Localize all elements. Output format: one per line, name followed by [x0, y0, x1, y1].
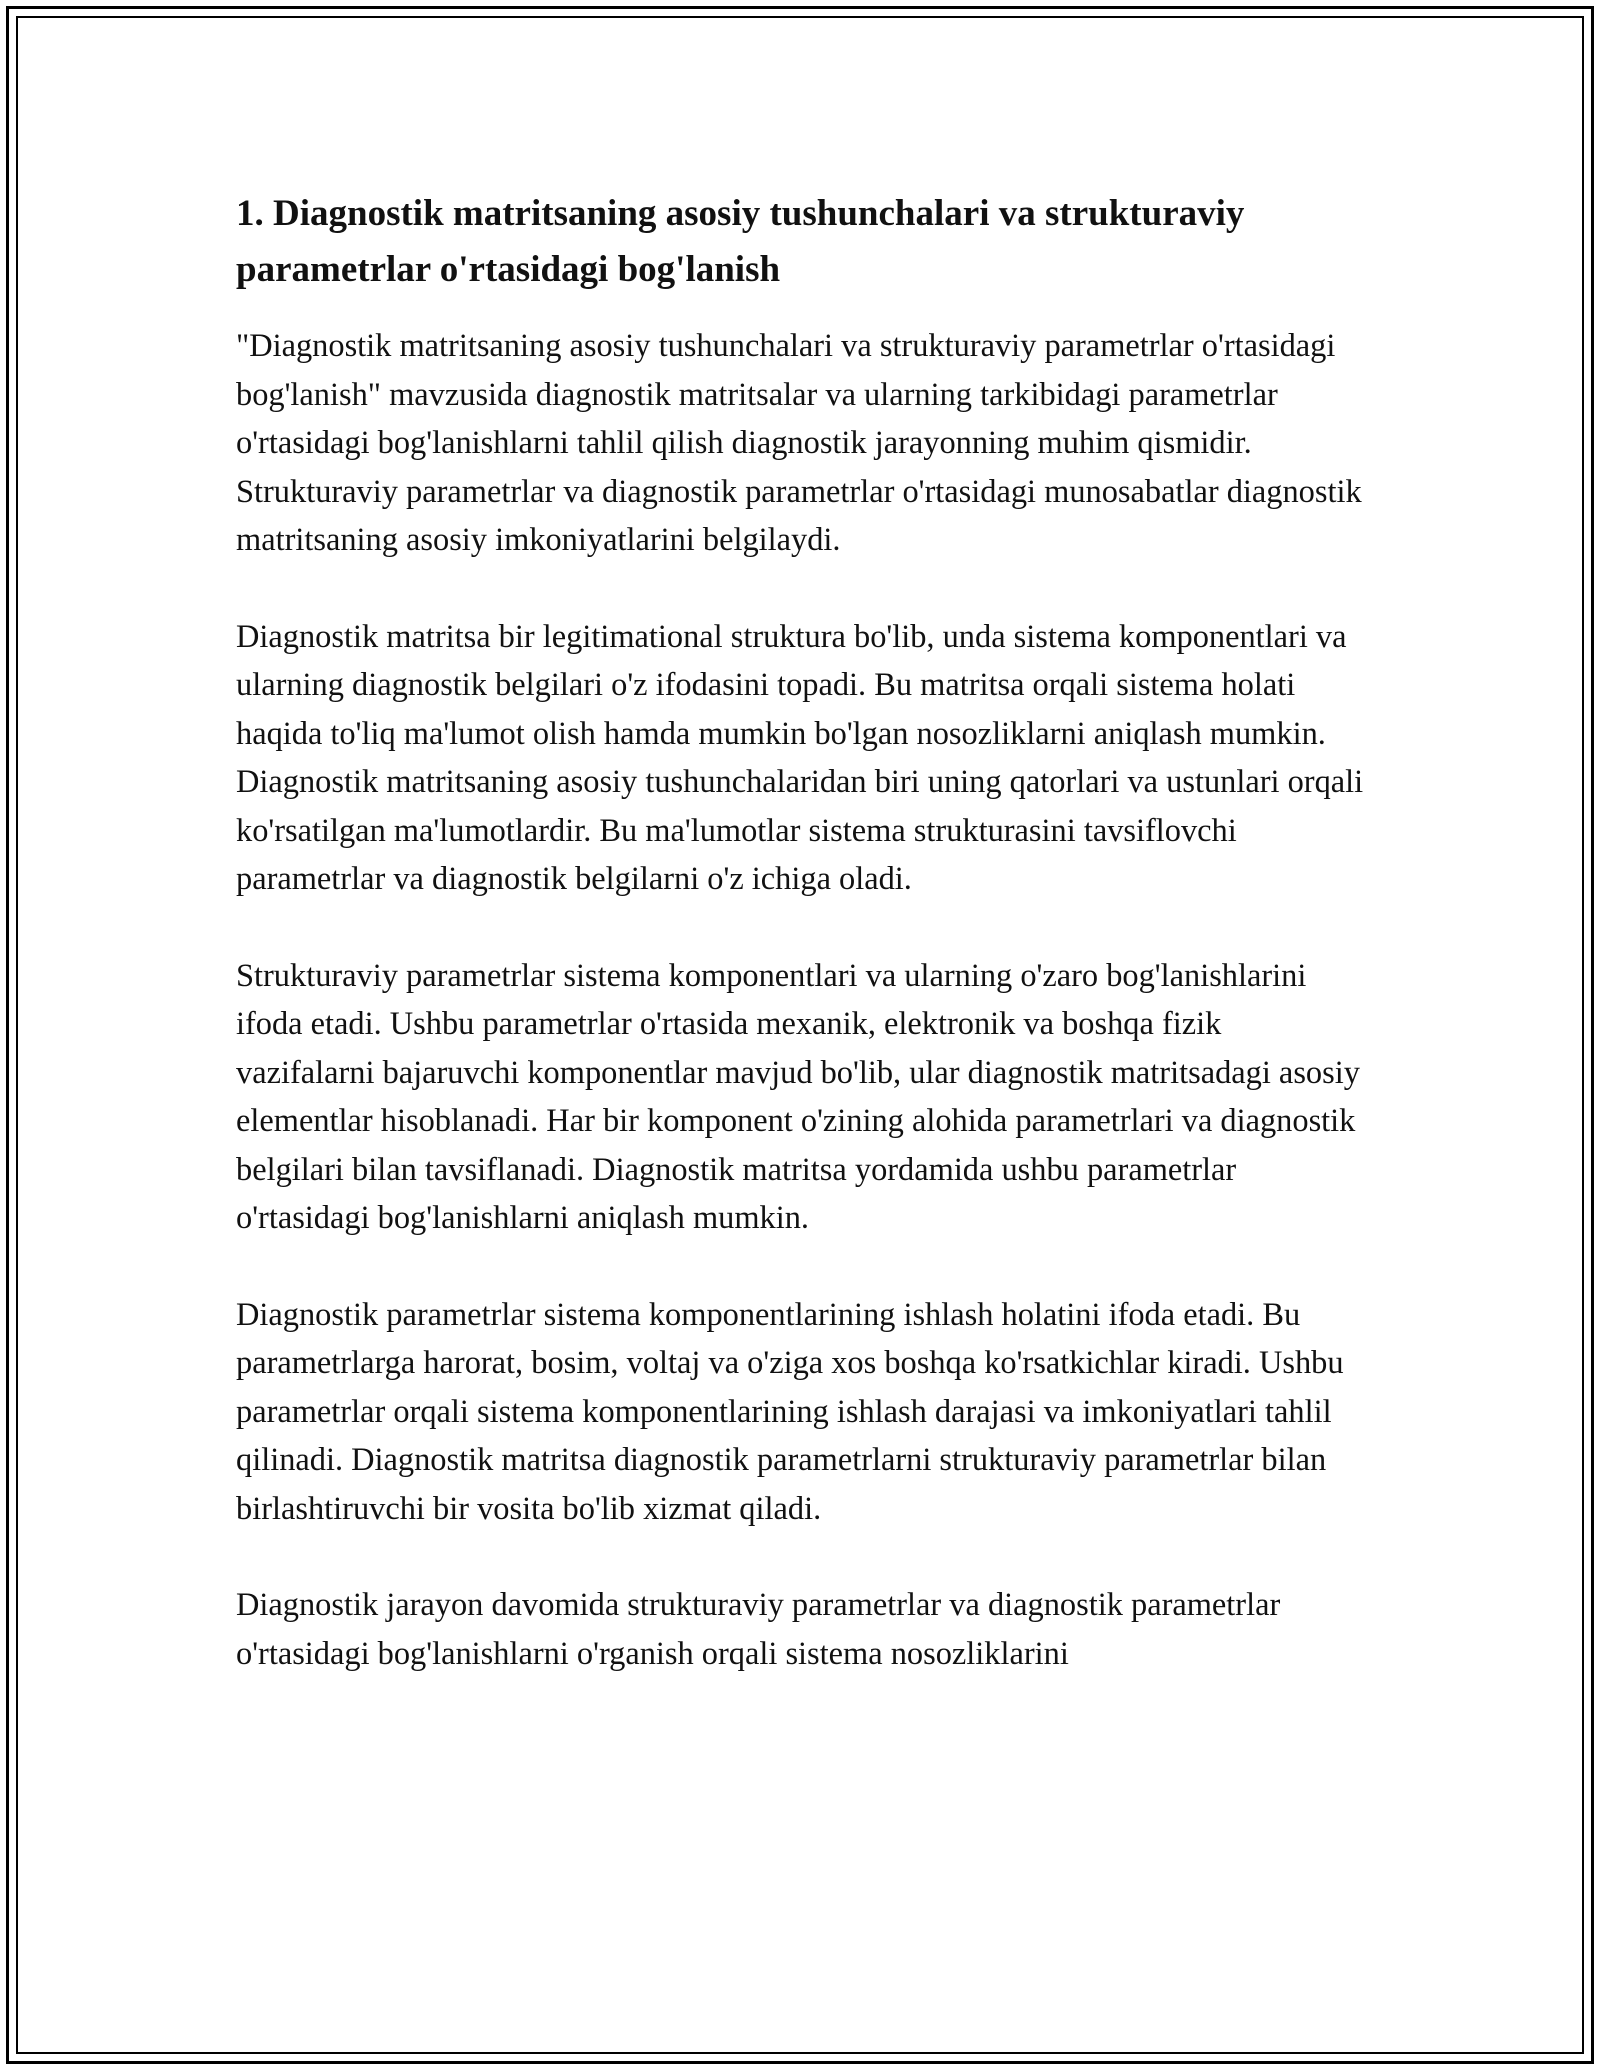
section-heading: 1. Diagnostik matritsaning asosiy tushunchalari va strukturaviy parametrlar o'rtasidagi bog'lanish: [236, 193, 1245, 290]
paragraph-3: Strukturaviy parametrlar sistema komponentlari va ularning o'zaro bog'lanishlarini ifoda etadi. Ushbu parametrlar o'rtasida mexanik, elektronik va boshqa fizik vazifalarni bajaruvchi komponentlar mavjud bo'lib, ular diagnostik matritsadagi asosiy elementlar hisoblanadi. Har bir komponent o'zining alohida parametrlari va diagnostik belgilari bilan tavsiflanadi. Diagnostik matritsa yordamida ushbu parametrlar o'rtasidagi bog'lanishlarni aniqlash mumkin.: [236, 957, 1360, 1236]
paragraph-5: Diagnostik jarayon davomida strukturaviy parametrlar va diagnostik parametrlar o'rtasidagi bog'lanishlarni o'rganish orqali sistema nosozliklarini: [236, 1587, 1281, 1672]
paragraph-1: "Diagnostik matritsaning asosiy tushunchalari va strukturaviy parametrlar o'rtasidagi bog'lanish" mavzusida diagnostik matritsalar va ularning tarkibidagi parametrlar o'rtasidagi bog'lanishlarni tahlil qilish diagnostik jarayonning muhim qismidir. Strukturaviy parametrlar va diagnostik parametrlar o'rtasidagi munosabatlar diagnostik matritsaning asosiy imkoniyatlarini belgilaydi.: [236, 328, 1362, 558]
paragraph-2: Diagnostik matritsa bir legitimational struktura bo'lib, unda sistema komponentlari va ularning diagnostik belgilari o'z ifodasini topadi. Bu matritsa orqali sistema holati haqida to'liq ma'lumot olish hamda mumkin bo'lgan nosozliklarni aniqlash mumkin. Diagnostik matritsaning asosiy tushunchalaridan biri uning qatorlari va ustunlari orqali ko'rsatilgan ma'lumotlardir. Bu ma'lumotlar sistema strukturasini tavsiflovchi parametrlar va diagnostik belgilarni o'z ichiga oladi.: [236, 618, 1364, 897]
document-body: [236, 186, 1366, 1726]
paragraph-4: Diagnostik parametrlar sistema komponentlarining ishlash holatini ifoda etadi. Bu parametrlarga harorat, bosim, voltaj va o'ziga xos boshqa ko'rsatkichlar kiradi. Ushbu parametrlar orqali sistema komponentlarining ishlash darajasi va imkoniyatlari tahlil qilinadi. Diagnostik matritsa diagnostik parametrlarni strukturaviy parametrlar bilan birlashtiruvchi bir vosita bo'lib xizmat qiladi.: [236, 1296, 1344, 1527]
